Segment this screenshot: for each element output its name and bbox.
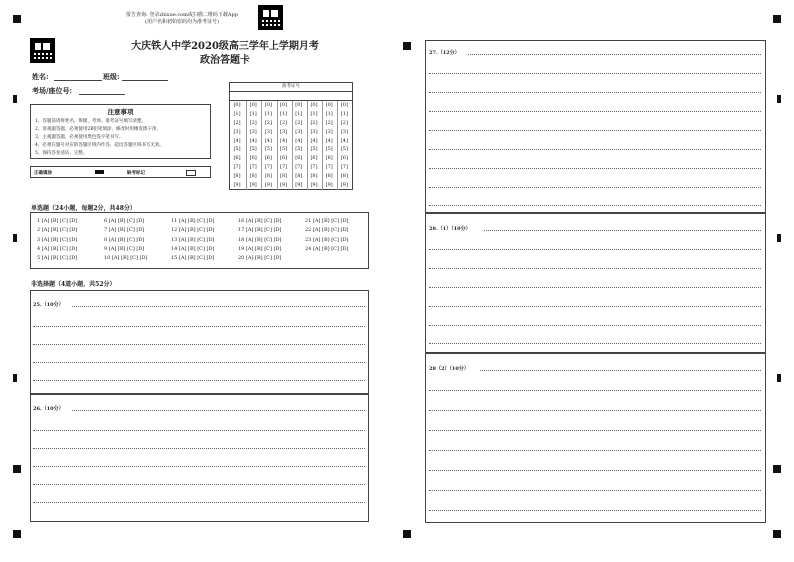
exam-id-digit-bubble[interactable]: [9] — [280, 182, 288, 189]
answer-line[interactable] — [429, 410, 761, 411]
exam-id-digit-bubble[interactable]: [2] — [295, 119, 303, 126]
answer-line[interactable] — [429, 325, 761, 326]
single-choice-question[interactable]: 14 [A] [B] [C] [D] — [171, 245, 215, 252]
exam-id-digit-bubble[interactable]: [4] — [325, 137, 333, 144]
exam-id-digit-bubble[interactable]: [3] — [295, 128, 303, 135]
exam-id-digit-bubble[interactable]: [8] — [264, 173, 272, 180]
exam-id-digit-column[interactable] — [261, 101, 274, 190]
exam-id-digit-bubble[interactable]: [5] — [325, 146, 333, 153]
exam-id-digit-bubble[interactable]: [0] — [325, 102, 333, 108]
answer-line[interactable] — [429, 168, 761, 169]
exam-id-digit-bubble[interactable]: [1] — [310, 110, 318, 117]
exam-id-digit-bubble[interactable]: [5] — [233, 146, 241, 153]
answer-line[interactable] — [33, 430, 365, 431]
subject-title: 政治答题卡 — [200, 55, 250, 66]
exam-id-digit-bubble[interactable]: [6] — [280, 155, 288, 162]
exam-id-digit-bubble[interactable]: [0] — [264, 102, 272, 108]
answer-line[interactable] — [33, 448, 365, 449]
exam-id-digit-column[interactable] — [231, 101, 243, 190]
side-mark — [777, 234, 781, 242]
exam-id-digit-bubble[interactable]: [1] — [295, 110, 303, 117]
exam-id-digit-column[interactable] — [292, 101, 305, 190]
answer-line[interactable] — [429, 187, 761, 188]
correct-fill-label: 正确填涂 — [34, 171, 52, 176]
single-choice-question[interactable]: 12 [A] [B] [C] [D] — [171, 227, 215, 234]
single-choice-question[interactable]: 16 [A] [B] [C] [D] — [238, 218, 282, 224]
single-choice-question[interactable]: 9 [A] [B] [C] [D] — [104, 245, 145, 252]
side-mark — [13, 465, 21, 473]
exam-id-digit-bubble[interactable]: [6] — [340, 155, 348, 162]
answer-line[interactable] — [429, 73, 761, 74]
exam-id-digit-bubble[interactable]: [6] — [325, 155, 333, 162]
answer-line[interactable] — [429, 205, 761, 206]
exam-id-digit-bubble[interactable]: [6] — [310, 155, 318, 162]
missing-mark-label: 缺考标记 — [127, 171, 145, 176]
exam-id-digit-bubble[interactable]: [9] — [295, 182, 303, 189]
exam-id-digit-bubble[interactable]: [5] — [295, 146, 303, 153]
exam-id-digit-bubble[interactable]: [2] — [264, 119, 272, 126]
exam-id-digit-bubble[interactable]: [3] — [310, 128, 318, 135]
answer-line[interactable] — [429, 306, 761, 307]
question-label-q27: 27.（12分） — [429, 50, 460, 56]
answer-box-q28-2[interactable] — [425, 353, 766, 523]
exam-id-digit-bubble[interactable]: [3] — [280, 128, 288, 135]
exam-id-label: 准考证号 — [230, 83, 352, 92]
answer-line[interactable] — [429, 149, 761, 150]
exam-id-digit-bubble[interactable]: [7] — [325, 164, 333, 171]
exam-id-digit-column[interactable] — [246, 101, 259, 190]
exam-id-digit-bubble[interactable]: [7] — [295, 164, 303, 171]
exam-id-digit-column[interactable] — [277, 101, 290, 190]
exam-id-digit-bubble[interactable]: [9] — [233, 182, 241, 189]
exam-id-digit-column[interactable] — [337, 101, 350, 190]
side-mark — [403, 530, 411, 538]
side-mark — [13, 374, 17, 382]
exam-id-digit-bubble[interactable]: [4] — [340, 137, 348, 144]
answer-line[interactable] — [484, 230, 761, 231]
exam-id-digit-bubble[interactable]: [4] — [310, 137, 318, 144]
exam-id-digit-bubble[interactable]: [0] — [249, 102, 257, 108]
notes-title: 注意事项 — [107, 108, 134, 116]
name-label: 姓名: — [32, 72, 49, 81]
answer-line[interactable] — [429, 490, 761, 491]
answer-line[interactable] — [72, 306, 365, 307]
answer-line[interactable] — [480, 370, 761, 371]
single-choice-question[interactable]: 5 [A] [B] [C] [D] — [37, 255, 78, 262]
report-notice-line2: (用户名和初始密码均为准考证号) — [145, 19, 219, 25]
exam-id-digit-bubble[interactable]: [9] — [340, 182, 348, 189]
exam-id-digit-bubble[interactable]: [2] — [249, 119, 257, 126]
exam-id-digit-bubble[interactable]: [4] — [295, 137, 303, 144]
name-field[interactable] — [54, 80, 102, 81]
exam-id-digit-bubble[interactable]: [2] — [233, 119, 241, 126]
exam-id-digit-bubble[interactable]: [5] — [310, 146, 318, 153]
exam-id-digit-bubble[interactable]: [8] — [280, 173, 288, 180]
answer-line[interactable] — [33, 466, 365, 467]
room-seat-field[interactable] — [79, 94, 125, 95]
exam-id-digit-bubble[interactable]: [7] — [264, 164, 272, 171]
exam-id-digit-bubble[interactable]: [8] — [249, 173, 257, 180]
exam-id-digit-bubble[interactable]: [5] — [340, 146, 348, 153]
exam-id-digit-bubble[interactable]: [1] — [233, 110, 241, 117]
side-mark — [13, 234, 17, 242]
correct-fill-sample — [95, 170, 104, 174]
exam-id-digit-bubble[interactable]: [3] — [264, 128, 272, 135]
exam-id-digit-bubble[interactable]: [2] — [340, 119, 348, 126]
room-seat-label: 考场/座位号: — [32, 86, 73, 95]
answer-line[interactable] — [33, 484, 365, 485]
qr-code-side — [30, 38, 55, 63]
answer-line[interactable] — [33, 344, 365, 345]
answer-line[interactable] — [429, 111, 761, 112]
exam-id-digit-bubble[interactable]: [1] — [340, 110, 348, 117]
exam-id-digit-bubble[interactable]: [0] — [233, 102, 241, 108]
exam-id-digit-bubble[interactable]: [7] — [310, 164, 318, 171]
corner-mark-bottom-left — [13, 530, 21, 538]
note-item: 1、答题前请将姓名、班级、考场、准考证号填写清楚。 — [35, 119, 146, 124]
exam-id-digit-bubble[interactable]: [9] — [310, 182, 318, 189]
answer-line[interactable] — [429, 92, 761, 93]
school-title: 大庆铁人中学2020级高三学年上学期月考 — [131, 41, 319, 52]
single-choice-question[interactable]: 7 [A] [B] [C] [D] — [104, 227, 145, 234]
exam-id-digit-bubble[interactable]: [8] — [325, 173, 333, 180]
single-choice-question[interactable]: 4 [A] [B] [C] [D] — [37, 245, 78, 252]
class-label: 班级: — [103, 72, 120, 81]
exam-id-digit-bubble[interactable]: [6] — [249, 155, 257, 162]
exam-id-digit-bubble[interactable]: [9] — [249, 182, 257, 189]
note-item: 4、必须在题号对应的答题区域内作答，超出答题区域书写无效。 — [35, 143, 164, 148]
answer-line[interactable] — [429, 130, 761, 131]
exam-id-digit-bubble[interactable]: [6] — [295, 155, 303, 162]
exam-id-digit-bubble[interactable]: [1] — [249, 110, 257, 117]
note-item: 3、主观题答题，必须使用黑色签字笔书写。 — [35, 135, 124, 140]
exam-id-digit-bubble[interactable]: [4] — [264, 137, 272, 144]
corner-mark-top-left — [13, 15, 21, 23]
question-label-q25: 25.（10分） — [33, 302, 64, 308]
exam-id-digit-bubble[interactable]: [0] — [340, 102, 348, 108]
report-notice-line1: 报告查询: 登录zhixue.com或扫描二维码下载App — [126, 12, 238, 18]
note-item: 5、保持答卷清洁、完整。 — [35, 151, 88, 156]
answer-line[interactable] — [429, 430, 761, 431]
exam-id-digit-bubble[interactable]: [7] — [280, 164, 288, 171]
single-choice-question[interactable]: 6 [A] [B] [C] [D] — [104, 218, 145, 224]
exam-id-digit-bubble[interactable]: [4] — [233, 137, 241, 144]
corner-mark-bottom-right — [773, 530, 781, 538]
single-choice-question[interactable]: 21 [A] [B] [C] [D] — [305, 218, 349, 224]
answer-line[interactable] — [33, 326, 365, 327]
exam-id-digit-bubble[interactable]: [1] — [325, 110, 333, 117]
exam-id-digit-bubble[interactable]: [2] — [310, 119, 318, 126]
answer-line[interactable] — [429, 287, 761, 288]
note-item: 2、客观题答题，必须使用2B铅笔填涂，修改时用橡皮擦干净。 — [35, 127, 162, 132]
notes-box — [30, 104, 211, 159]
exam-id-digit-bubble[interactable]: [5] — [264, 146, 272, 153]
corner-mark-top-right — [773, 15, 781, 23]
exam-id-digit-bubble[interactable]: [8] — [340, 173, 348, 180]
single-choice-question[interactable]: 19 [A] [B] [C] [D] — [238, 245, 282, 252]
question-label-q28-1: 28.（1）（10分） — [429, 226, 471, 232]
single-choice-question[interactable]: 2 [A] [B] [C] [D] — [37, 227, 78, 234]
question-label-q26: 26.（10分） — [33, 406, 64, 412]
answer-line[interactable] — [72, 410, 365, 411]
single-choice-question[interactable]: 15 [A] [B] [C] [D] — [171, 255, 215, 262]
fill-example-box — [30, 166, 211, 178]
side-mark — [777, 95, 781, 103]
report-notice — [112, 12, 252, 26]
exam-id-digit-bubble[interactable]: [0] — [310, 102, 318, 108]
answer-line[interactable] — [33, 380, 365, 381]
side-mark — [777, 374, 781, 382]
answer-line[interactable] — [33, 502, 365, 503]
missing-mark-box[interactable] — [186, 170, 196, 176]
exam-id-digit-bubble[interactable]: [7] — [340, 164, 348, 171]
exam-id-digit-column[interactable] — [307, 101, 320, 190]
exam-id-digit-bubble[interactable]: [9] — [325, 182, 333, 189]
single-choice-question[interactable]: 3 [A] [B] [C] [D] — [37, 236, 78, 243]
exam-id-digit-bubble[interactable]: [8] — [295, 173, 303, 180]
exam-id-digit-bubble[interactable]: [1] — [264, 110, 272, 117]
exam-id-digit-bubble[interactable]: [8] — [233, 173, 241, 180]
side-mark — [403, 42, 411, 50]
exam-id-digit-bubble[interactable]: [2] — [280, 119, 288, 126]
single-choice-question[interactable]: 10 [A] [B] [C] [D] — [104, 255, 148, 262]
answer-line[interactable] — [468, 54, 761, 55]
exam-id-digit-bubble[interactable]: [9] — [264, 182, 272, 189]
single-choice-question[interactable]: 24 [A] [B] [C] [D] — [305, 245, 349, 252]
exam-id-digit-bubble[interactable]: [7] — [233, 164, 241, 171]
single-choice-question[interactable]: 11 [A] [B] [C] [D] — [171, 218, 215, 224]
single-choice-question[interactable]: 23 [A] [B] [C] [D] — [305, 236, 349, 243]
single-choice-question[interactable]: 17 [A] [B] [C] [D] — [238, 227, 282, 234]
answer-line[interactable] — [33, 362, 365, 363]
exam-id-digit-bubble[interactable]: [6] — [264, 155, 272, 162]
single-choice-title: 单选题（24小题，每题2分，共48分） — [31, 205, 136, 212]
exam-id-digit-bubble[interactable]: [2] — [325, 119, 333, 126]
question-label-q28-2: 28（2）（10分） — [429, 366, 469, 372]
exam-id-digit-bubble[interactable]: [4] — [249, 137, 257, 144]
single-choice-question[interactable]: 22 [A] [B] [C] [D] — [305, 227, 349, 234]
exam-id-digit-bubble[interactable]: [8] — [310, 173, 318, 180]
exam-id-digit-bubble[interactable]: [4] — [280, 137, 288, 144]
answer-line[interactable] — [429, 249, 761, 250]
side-mark — [13, 95, 17, 103]
exam-id-digit-column[interactable] — [322, 101, 335, 190]
single-choice-question[interactable]: 1 [A] [B] [C] [D] — [37, 218, 78, 224]
exam-id-digit-bubble[interactable]: [1] — [280, 110, 288, 117]
answer-line[interactable] — [429, 510, 761, 511]
exam-id-digit-bubble[interactable]: [3] — [249, 128, 257, 135]
exam-id-digit-bubble[interactable]: [5] — [280, 146, 288, 153]
answer-line[interactable] — [429, 450, 761, 451]
answer-box-q28-1[interactable] — [425, 213, 766, 353]
exam-id-digit-bubble[interactable]: [3] — [325, 128, 333, 135]
side-mark — [773, 465, 781, 473]
exam-id-digit-bubble[interactable]: [3] — [233, 128, 241, 135]
single-choice-question[interactable]: 8 [A] [B] [C] [D] — [104, 236, 145, 243]
answer-line[interactable] — [429, 390, 761, 391]
exam-id-digit-bubble[interactable]: [3] — [340, 128, 348, 135]
exam-id-digit-bubble[interactable]: [5] — [249, 146, 257, 153]
answer-line[interactable] — [429, 268, 761, 269]
single-choice-question[interactable]: 13 [A] [B] [C] [D] — [171, 236, 215, 243]
exam-id-digit-bubble[interactable]: [0] — [280, 102, 288, 108]
single-choice-question[interactable]: 18 [A] [B] [C] [D] — [238, 236, 282, 243]
exam-id-digit-bubble[interactable]: [7] — [249, 164, 257, 171]
qr-code-top[interactable] — [258, 5, 283, 30]
answer-line[interactable] — [429, 470, 761, 471]
answer-line[interactable] — [429, 343, 761, 344]
single-choice-question[interactable]: 20 [A] [B] [C] [D] — [238, 255, 282, 262]
class-field[interactable] — [122, 80, 168, 81]
non-choice-title: 非选择题（4道小题，共52分） — [31, 281, 116, 288]
exam-id-digit-bubble[interactable]: [0] — [295, 102, 303, 108]
exam-id-digit-bubble[interactable]: [6] — [233, 155, 241, 162]
